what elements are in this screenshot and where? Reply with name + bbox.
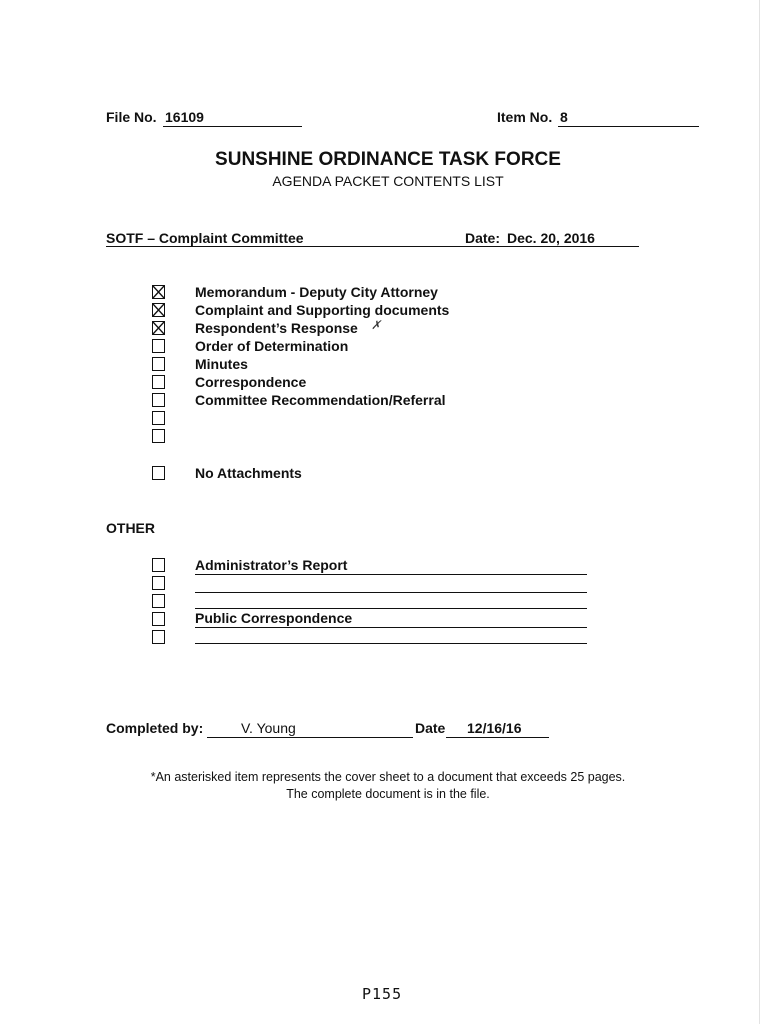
- other-item-line[interactable]: [195, 608, 587, 609]
- other-heading: OTHER: [106, 520, 155, 536]
- file-number-label: File No.: [106, 109, 157, 125]
- other-checkbox[interactable]: [152, 576, 165, 590]
- other-checkbox[interactable]: [152, 558, 165, 572]
- contents-checkbox[interactable]: [152, 466, 165, 480]
- other-item-line[interactable]: [195, 627, 587, 628]
- handwritten-mark-icon: ✗: [371, 318, 382, 332]
- contents-checkbox[interactable]: [152, 393, 165, 407]
- item-number-underline: [558, 126, 699, 127]
- footnote-line-2: The complete document is in the file.: [286, 787, 490, 801]
- contents-item-label: No Attachments: [195, 465, 302, 481]
- other-item-line[interactable]: [195, 574, 587, 575]
- meeting-date-value: Dec. 20, 2016: [507, 230, 595, 246]
- check-x-icon: [152, 285, 165, 299]
- contents-checkbox[interactable]: [152, 339, 165, 353]
- completed-date-value: 12/16/16: [467, 720, 522, 736]
- meeting-date-label: Date:: [465, 230, 501, 246]
- page-title: SUNSHINE ORDINANCE TASK FORCE: [215, 149, 561, 170]
- other-item-label: Public Correspondence: [195, 610, 353, 626]
- contents-item-label: Order of Determination: [195, 338, 349, 354]
- footnote-line-1: *An asterisked item represents the cover sheet to a document that exceeds 25 pages.: [150, 770, 626, 784]
- committee-name: SOTF – Complaint Committee: [106, 230, 304, 246]
- other-checkbox[interactable]: [152, 612, 165, 626]
- item-number-label: Item No.: [497, 109, 553, 125]
- completed-by-value: V. Young: [241, 720, 296, 736]
- contents-checkbox[interactable]: [152, 321, 165, 335]
- contents-checkbox[interactable]: [152, 411, 165, 425]
- contents-item-label: Correspondence: [195, 374, 307, 390]
- contents-item-label: Respondent’s Response: [195, 320, 358, 336]
- check-x-icon: [152, 303, 165, 317]
- completed-date-label: Date: [415, 720, 446, 736]
- contents-item-label: Committee Recommendation/Referral: [195, 392, 446, 408]
- contents-item-label: Complaint and Supporting documents: [195, 302, 450, 318]
- contents-checkbox[interactable]: [152, 303, 165, 317]
- file-number-value: 16109: [165, 109, 204, 125]
- completed-by-label: Completed by:: [106, 720, 204, 736]
- completed-by-underline: [207, 737, 413, 738]
- other-checkbox[interactable]: [152, 594, 165, 608]
- check-x-icon: [152, 321, 165, 335]
- completed-date-underline: [446, 737, 549, 738]
- page-number: P155: [362, 985, 403, 1003]
- committee-underline: [106, 246, 639, 247]
- item-number-value: 8: [560, 109, 568, 125]
- other-item-line[interactable]: [195, 643, 587, 644]
- other-item-label: Administrator’s Report: [195, 557, 348, 573]
- page-subtitle: AGENDA PACKET CONTENTS LIST: [272, 173, 504, 189]
- contents-checkbox[interactable]: [152, 375, 165, 389]
- other-item-line[interactable]: [195, 592, 587, 593]
- contents-item-label: Minutes: [195, 356, 248, 372]
- other-checkbox[interactable]: [152, 630, 165, 644]
- contents-checkbox[interactable]: [152, 285, 165, 299]
- contents-item-label: Memorandum - Deputy City Attorney: [195, 284, 438, 300]
- contents-checkbox[interactable]: [152, 357, 165, 371]
- file-number-underline: [163, 126, 302, 127]
- contents-checkbox[interactable]: [152, 429, 165, 443]
